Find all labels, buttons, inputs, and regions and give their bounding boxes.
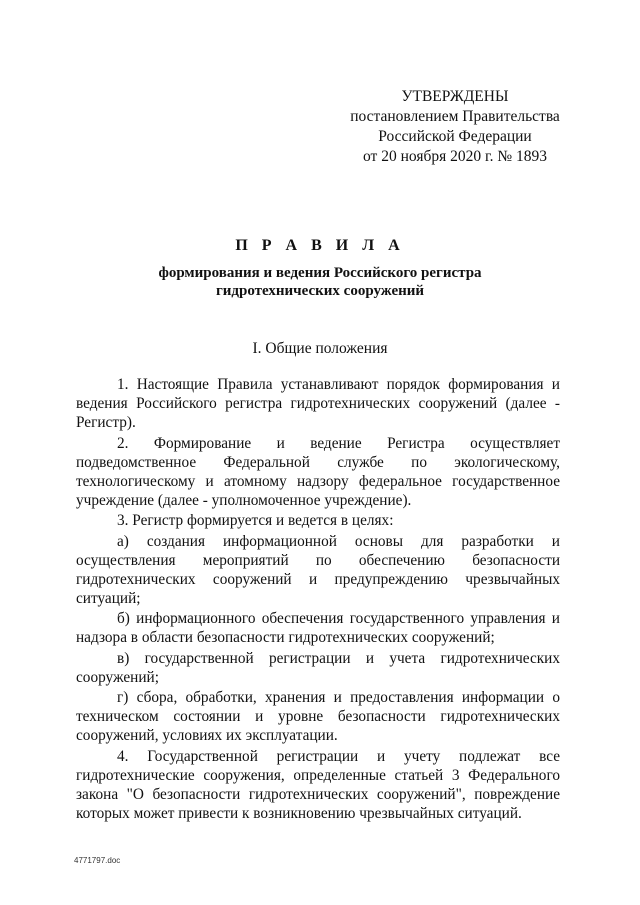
document-title-block xyxy=(120,236,520,300)
paragraph-3: 3. Регистр формируется и ведется в целях: xyxy=(117,512,394,529)
paragraph-4: 4. Государственной регистрации и учету подлежат все гидротехнические сооружения, определенные статьей 3 Федерального закона "О безопасности гидротехнических сооружений", повреждение которых может привести к возникновению чрезвычайных ситуаций. xyxy=(76,747,560,822)
approval-federation: Российской Федерации xyxy=(378,128,532,145)
approval-heading: УТВЕРЖДЕНЫ xyxy=(401,88,509,105)
paragraph-1: 1. Настоящие Правила устанавливают порядок формирования и ведения Российского регистра гидротехнических сооружений (далее - Регистр). xyxy=(76,376,560,431)
paragraph-3d: г) сбора, обработки, хранения и предоставления информации о техническом состоянии и уровне безопасности гидротехнических сооружений, условиях их эксплуатации. xyxy=(76,689,560,744)
document-body xyxy=(76,375,560,824)
paragraph-3a: а) создания информационной основы для разработки и осуществления мероприятий по обеспечению безопасности гидротехнических сооружений и предупреждению чрезвычайных ситуаций; xyxy=(76,532,560,607)
approval-date-number: от 20 ноября 2020 г. № 1893 xyxy=(363,148,547,165)
document-title: П Р А В И Л А xyxy=(235,237,405,254)
approval-resolution: постановлением Правительства xyxy=(350,108,560,125)
paragraph-2: 2. Формирование и ведение Регистра осуществляет подведомственное Федеральной службе по экологическому, технологическому и атомному надзору федеральное государственное учреждение (далее - уполномоченное учреждение). xyxy=(76,434,560,509)
paragraph-3b: б) информационного обеспечения государственного управления и надзора в области безопасности гидротехнических сооружений; xyxy=(76,610,560,646)
section-heading: I. Общие положения xyxy=(252,340,388,357)
approval-stamp xyxy=(340,87,570,167)
document-subtitle-line1: формирования и ведения Российского регистра xyxy=(158,265,482,281)
paragraph-3c: в) государственной регистрации и учета гидротехнических сооружений; xyxy=(76,649,560,686)
file-reference: 4771797.doc xyxy=(74,856,121,865)
document-subtitle-line2: гидротехнических сооружений xyxy=(215,283,425,299)
